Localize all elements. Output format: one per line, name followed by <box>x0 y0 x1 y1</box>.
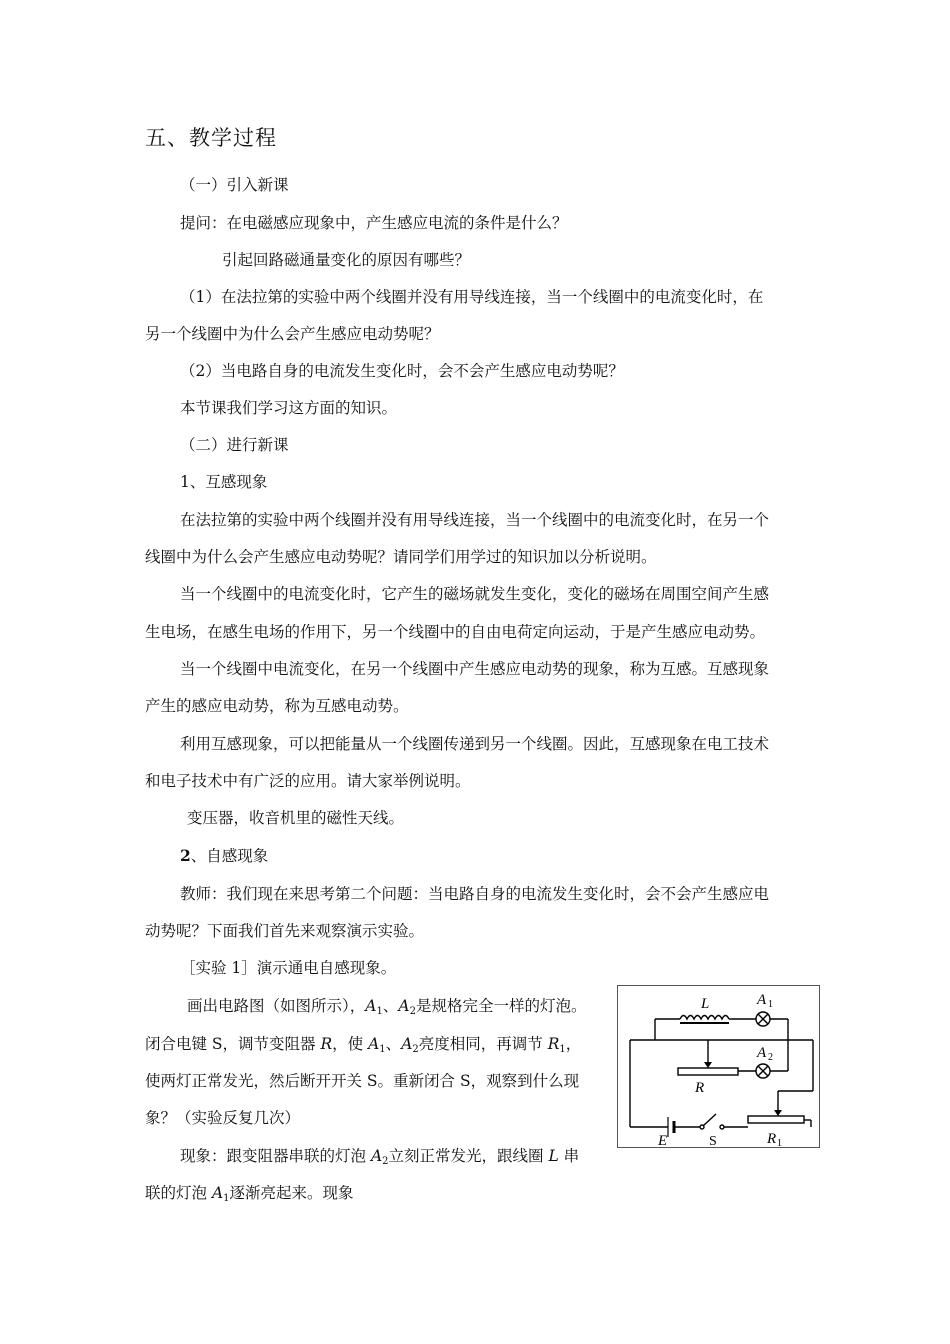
subscript: 1 <box>379 1044 386 1055</box>
label-a2-sub: 2 <box>768 1052 773 1063</box>
paragraph-2-line-1: 当一个线圈中的电流变化时，它产生的磁场就发生变化，变化的磁场在周围空间产生感 <box>180 585 770 603</box>
text-run: 逐渐亮起来。现象 <box>229 1184 354 1202</box>
text-run: 是规格完全一样的灯泡。 <box>415 997 587 1015</box>
symbol-a: A <box>365 997 377 1015</box>
subscript: 1 <box>223 1193 230 1204</box>
symbol-a: A <box>370 1147 383 1165</box>
text-run: 闭合电键 S，调节变阻器 <box>145 1035 321 1053</box>
lesson-note: 本节课我们学习这方面的知识。 <box>180 399 398 417</box>
label-r1-sub: 1 <box>777 1138 782 1147</box>
question-1-line-2: 另一个线圈中为什么会产生感应电动势呢？ <box>145 325 440 343</box>
separator: 、 <box>385 1035 402 1053</box>
phenomenon-line-2 <box>145 1183 354 1209</box>
paragraph-1-line-1: 在法拉第的实验中两个线圈并没有用导线连接，当一个线圈中的电流变化时，在另一个 <box>180 511 770 529</box>
symbol-a: A <box>401 1035 413 1053</box>
label-a2: A <box>757 1045 767 1061</box>
slider-arrow-r <box>704 1062 712 1068</box>
label-a1-sub: 1 <box>768 999 773 1010</box>
paragraph-2-line-2: 生电场，在感生电场的作用下，另一个线圈中的自由电荷定向运动，于是产生感应电动势。 <box>145 623 766 641</box>
separator: 、 <box>382 997 399 1015</box>
label-r: R <box>695 1080 705 1096</box>
inductor-coil <box>680 1016 729 1020</box>
switch-lever <box>703 1114 716 1126</box>
experiment-line-4: 象？（实验反复几次） <box>145 1109 301 1127</box>
text-run: 联的灯泡 <box>145 1184 212 1202</box>
text-run: 画出电路图（如图所示）， <box>187 997 366 1015</box>
paragraph-1-line-2: 线圈中为什么会产生感应电动势呢？请同学们用学过的知识加以分析说明。 <box>145 548 657 566</box>
subscript: 2 <box>412 1044 419 1055</box>
symbol-r: R <box>320 1035 333 1053</box>
subscript: 1 <box>559 1044 566 1055</box>
section-title: 五、教学过程 <box>145 126 277 150</box>
subscript: 2 <box>409 1006 416 1017</box>
paragraph-3-line-2: 产生的感应电动势，称为互感电动势。 <box>145 697 409 715</box>
paragraph-5: 变压器，收音机里的磁性天线。 <box>187 809 405 827</box>
symbol-l: L <box>548 1147 559 1165</box>
text-run: 串 <box>558 1147 580 1165</box>
symbol-a: A <box>398 997 410 1015</box>
paragraph-3-line-1: 当一个线圈中电流变化，在另一个线圈中产生感应电动势的现象，称为互感。互感现象 <box>180 660 770 678</box>
part2-heading: （二）进行新课 <box>180 436 289 454</box>
symbol-r: R <box>547 1035 560 1053</box>
phenomenon-line-1 <box>180 1146 579 1172</box>
experiment-line-3: 使两灯正常发光，然后断开开关 S。重新闭合 S，观察到什么现 <box>145 1072 580 1090</box>
subsection-2-text: 、自感现象 <box>190 847 269 865</box>
text-run: 立刻正常发光，跟线圈 <box>388 1147 549 1165</box>
experiment-line-2 <box>145 1034 581 1060</box>
text-run: ，使 <box>332 1035 369 1053</box>
intro-question-2: 引起回路磁通量变化的原因有哪些？ <box>222 251 471 269</box>
subsection-2-heading <box>180 846 268 866</box>
label-a1: A <box>757 992 767 1008</box>
symbol-a: A <box>211 1184 224 1202</box>
experiment-line-1 <box>187 996 586 1022</box>
label-s: S <box>709 1134 717 1147</box>
paragraph-6-line-1: 教师：我们现在来思考第二个问题：当电路自身的电流发生变化时，会不会产生感应电 <box>180 885 770 903</box>
subsection-2-number: 2 <box>180 846 191 865</box>
text-run: 现象：跟变阻器串联的灯泡 <box>180 1147 371 1165</box>
intro-question: 提问：在电磁感应现象中，产生感应电流的条件是什么？ <box>180 214 568 232</box>
question-2: （2）当电路自身的电流发生变化时，会不会产生感应电动势呢？ <box>180 362 624 380</box>
question-1-line-1: （1）在法拉第的实验中两个线圈并没有用导线连接，当一个线圈中的电流变化时，在 <box>180 288 764 306</box>
slider-arrow-r1 <box>774 1110 782 1116</box>
label-e: E <box>658 1133 668 1147</box>
rheostat-r <box>678 1068 738 1075</box>
text-run: 亮度相同，再调节 <box>418 1035 548 1053</box>
paragraph-4-line-2: 和电子技术中有广泛的应用。请大家举例说明。 <box>145 772 471 790</box>
label-l: L <box>701 996 710 1012</box>
circuit-diagram <box>617 985 820 1148</box>
circuit-svg <box>618 986 819 1147</box>
subscript: 2 <box>382 1156 389 1167</box>
part1-heading: （一）引入新课 <box>180 176 289 194</box>
label-r1: R <box>767 1131 777 1147</box>
rheostat-r1 <box>748 1116 804 1123</box>
experiment-1-title: ［实验 1］演示通电自感现象。 <box>180 959 397 977</box>
subsection-1-heading: 1、互感现象 <box>180 473 268 491</box>
text-run: ， <box>565 1035 582 1053</box>
paragraph-4-line-1: 利用互感现象，可以把能量从一个线圈传递到另一个线圈。因此，互感现象在电工技术 <box>180 735 770 753</box>
subscript: 1 <box>376 1006 383 1017</box>
paragraph-6-line-2: 动势呢？下面我们首先来观察演示实验。 <box>145 922 425 940</box>
symbol-a: A <box>368 1035 380 1053</box>
switch-contact <box>720 1125 724 1129</box>
